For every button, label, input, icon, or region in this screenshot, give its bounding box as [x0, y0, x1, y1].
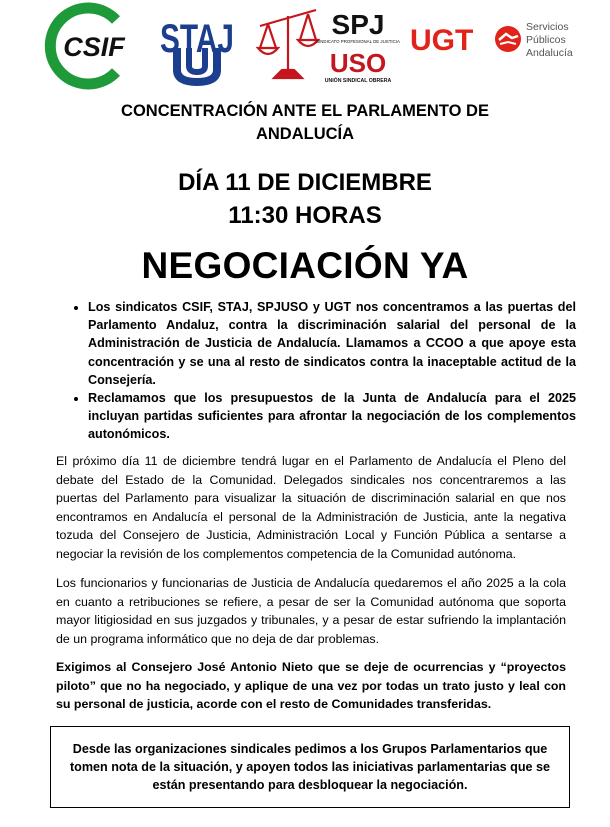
ugt-logo	[408, 16, 588, 66]
ugt-line2: Públicos	[526, 34, 566, 46]
ugt-handshake-icon	[495, 26, 521, 52]
ugt-logo-text: UGT	[410, 24, 474, 57]
paragraph-2: Los funcionarios y funcionarias de Justicia de Andalucía quedaremos el año 2025 a la cola en cuanto a retribuciones se refiere, a pesar de ser la Comunidad autónoma que soporta mayor litigiosidad en sus juzgados y tribunales, y a pesar de estar sufriendo la implantación de un programa informático que no deja de dar problemas.	[56, 576, 566, 646]
ugt-line3: Andalucía	[526, 47, 573, 59]
spj-logo-text: SPJ	[331, 9, 385, 40]
event-date: DÍA 11 DE DICIEMBRE	[178, 169, 432, 196]
event-time: 11:30 HORAS	[228, 202, 382, 229]
scales-icon	[258, 10, 318, 78]
bullet-item: • Reclamamos que los presupuestos de la Junta de Andalucía para el 2025 incluyan partidas suficientes para afrontar la negociación de los complementos autonómicos.	[88, 389, 576, 444]
event-title	[0, 100, 610, 146]
boxed-statement-text: Desde las organizaciones sindicales pedimos a los Grupos Parlamentarios que tomen nota de la situación, y apoyen todos las iniciativas parlamentarias que se están presentando para desbloquear la negociación.	[69, 742, 551, 792]
bullet-list	[66, 298, 576, 444]
staj-logo-text: STAJ	[160, 17, 234, 61]
slogan: NEGOCIACIÓN YA	[141, 245, 469, 286]
event-datetime	[0, 166, 610, 232]
event-title-line1: CONCENTRACIÓN ANTE EL PARLAMENTO DE	[121, 102, 489, 120]
ugt-line1: Servicios	[526, 21, 569, 33]
csif-logo-text: CSIF	[63, 32, 125, 62]
logo-bar	[0, 0, 610, 95]
boxed-statement	[50, 726, 570, 808]
uso-logo-text: USO	[329, 48, 387, 78]
paragraph-3: Exigimos al Consejero José Antonio Nieto que se deje de ocurrencias y “proyectos piloto” que no ha negociado, y aplique de una vez por todas un trato justo y leal con su personal de justicia, acorde con el resto de Comunidades transferidas.	[56, 660, 566, 712]
spj-logo-subtitle: SINDICATO PROFESIONAL DE JUSTICIA	[316, 39, 400, 44]
uso-logo-subtitle: UNIÓN SINDICAL OBRERA	[324, 78, 392, 84]
event-title-line2: ANDALUCÍA	[255, 125, 355, 143]
csif-logo	[42, 6, 142, 86]
paragraph-1: El próximo día 11 de diciembre tendrá lugar en el Parlamento de Andalucía el Pleno del debate del Estado de la Comunidad. Delegados sindicales nos concentraremos a las puertas del Parlamento para visualizar la situación de discriminación salarial en que nos encontramos en Andalucía el personal de la Administración de Justicia, ante la negativa tozuda del Consejero de Justicia, Administración Local y Función Pública a sentarse a negociar la revisión de los complementos competencia de la Comunidad autónoma.	[56, 454, 566, 561]
staj-logo	[157, 4, 237, 86]
spj-uso-logo	[254, 4, 400, 88]
bullet-item: • Los sindicatos CSIF, STAJ, SPJUSO y UGT nos concentramos a las puertas del Parlamento Andaluz, contra la discriminación salarial del personal de la Administración de Justicia de Andalucía. Llamamos a CCOO a que apoye esta concentración y se una al resto de sindicatos contra la inaceptable actitud de la Consejería.	[88, 298, 576, 389]
